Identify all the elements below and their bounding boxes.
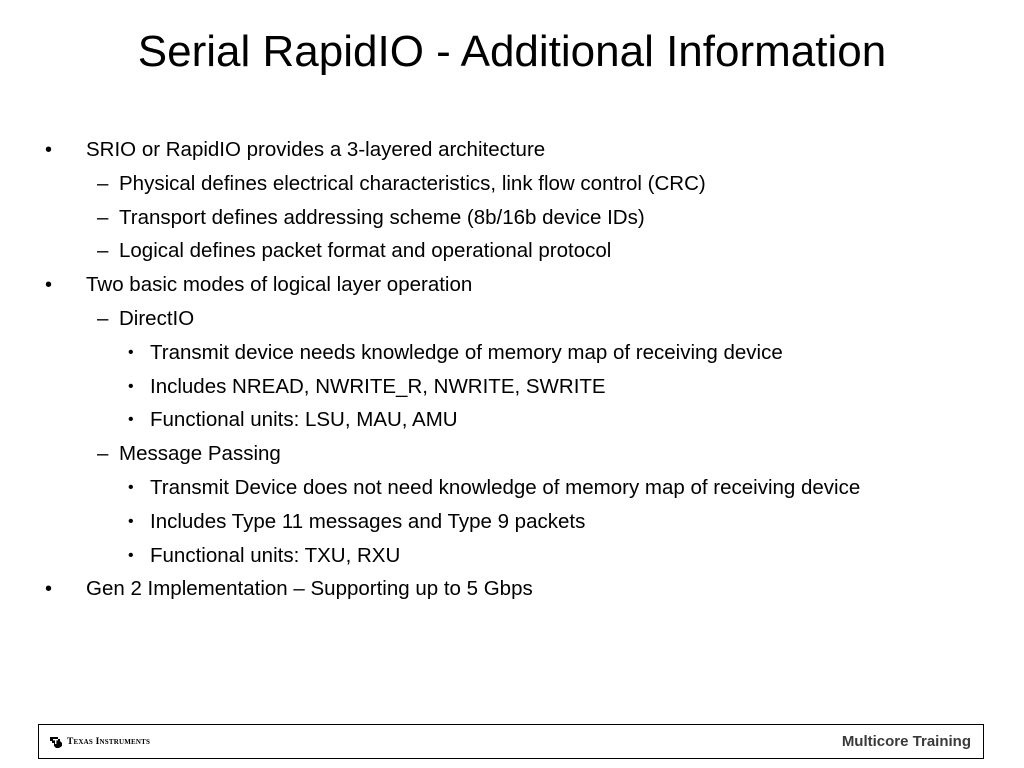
bullet-text: Gen 2 Implementation – Supporting up to 5 Gbps bbox=[86, 577, 533, 601]
sub-sub-bullet-item bbox=[0, 370, 1024, 404]
bullet-marker: • bbox=[45, 139, 53, 161]
ti-logo-icon bbox=[49, 735, 63, 749]
sub-bullet-item bbox=[0, 234, 1024, 268]
bullet-text: SRIO or RapidIO provides a 3-layered architecture bbox=[86, 138, 546, 161]
dash-marker: – bbox=[97, 171, 109, 195]
sub-bullet-text: DirectIO bbox=[119, 306, 195, 330]
sub-bullet-text: Transport defines addressing scheme (8b/16b device IDs) bbox=[119, 205, 645, 229]
sub-sub-bullet-text: Functional units: LSU, MAU, AMU bbox=[150, 408, 458, 432]
small-bullet-marker: • bbox=[128, 377, 134, 395]
dash-marker: – bbox=[97, 205, 109, 229]
dash-marker: – bbox=[97, 306, 109, 330]
bullet-marker: • bbox=[45, 274, 53, 297]
bullet-item bbox=[0, 268, 1024, 302]
sub-sub-bullet-text: Transmit device needs knowledge of memory map of receiving device bbox=[150, 340, 783, 364]
small-bullet-marker: • bbox=[128, 343, 134, 361]
sub-bullet-item bbox=[0, 437, 1024, 471]
sub-sub-bullet-item bbox=[0, 539, 1024, 573]
dash-marker: – bbox=[97, 442, 109, 466]
bullet-list bbox=[0, 133, 1024, 606]
sub-sub-bullet-text: Includes Type 11 messages and Type 9 packets bbox=[150, 509, 586, 533]
sub-sub-bullet-item bbox=[0, 471, 1024, 505]
footer-course-name: Multicore Training bbox=[841, 733, 971, 750]
sub-bullet-text: Message Passing bbox=[119, 442, 281, 466]
bullet-item bbox=[0, 572, 1024, 606]
sub-bullet-item bbox=[0, 201, 1024, 235]
sub-sub-bullet-item bbox=[0, 403, 1024, 437]
sub-sub-bullet-text: Includes NREAD, NWRITE_R, NWRITE, SWRITE bbox=[150, 374, 606, 398]
sub-sub-bullet-text: Functional units: TXU, RXU bbox=[150, 543, 401, 567]
sub-sub-bullet-text: Transmit Device does not need knowledge of memory map of receiving device bbox=[150, 475, 861, 499]
dash-marker: – bbox=[97, 239, 109, 263]
sub-bullet-text: Physical defines electrical characteristics, link flow control (CRC) bbox=[119, 171, 706, 195]
bullet-text: Two basic modes of logical layer operation bbox=[86, 273, 473, 297]
sub-bullet-item bbox=[0, 302, 1024, 336]
footer-bar bbox=[38, 724, 984, 759]
ti-logo bbox=[49, 735, 150, 749]
sub-sub-bullet-item bbox=[0, 336, 1024, 370]
small-bullet-marker: • bbox=[128, 512, 134, 530]
sub-bullet-text: Logical defines packet format and operational protocol bbox=[119, 239, 612, 263]
ti-logo-text: Texas Instruments bbox=[67, 737, 151, 747]
small-bullet-marker: • bbox=[128, 478, 134, 496]
small-bullet-marker: • bbox=[128, 546, 134, 564]
bullet-item bbox=[0, 133, 1024, 167]
sub-bullet-item bbox=[0, 167, 1024, 201]
sub-sub-bullet-item bbox=[0, 505, 1024, 539]
small-bullet-marker: • bbox=[128, 411, 134, 429]
slide-title: Serial RapidIO - Additional Information bbox=[137, 27, 887, 76]
bullet-marker: • bbox=[45, 578, 53, 601]
